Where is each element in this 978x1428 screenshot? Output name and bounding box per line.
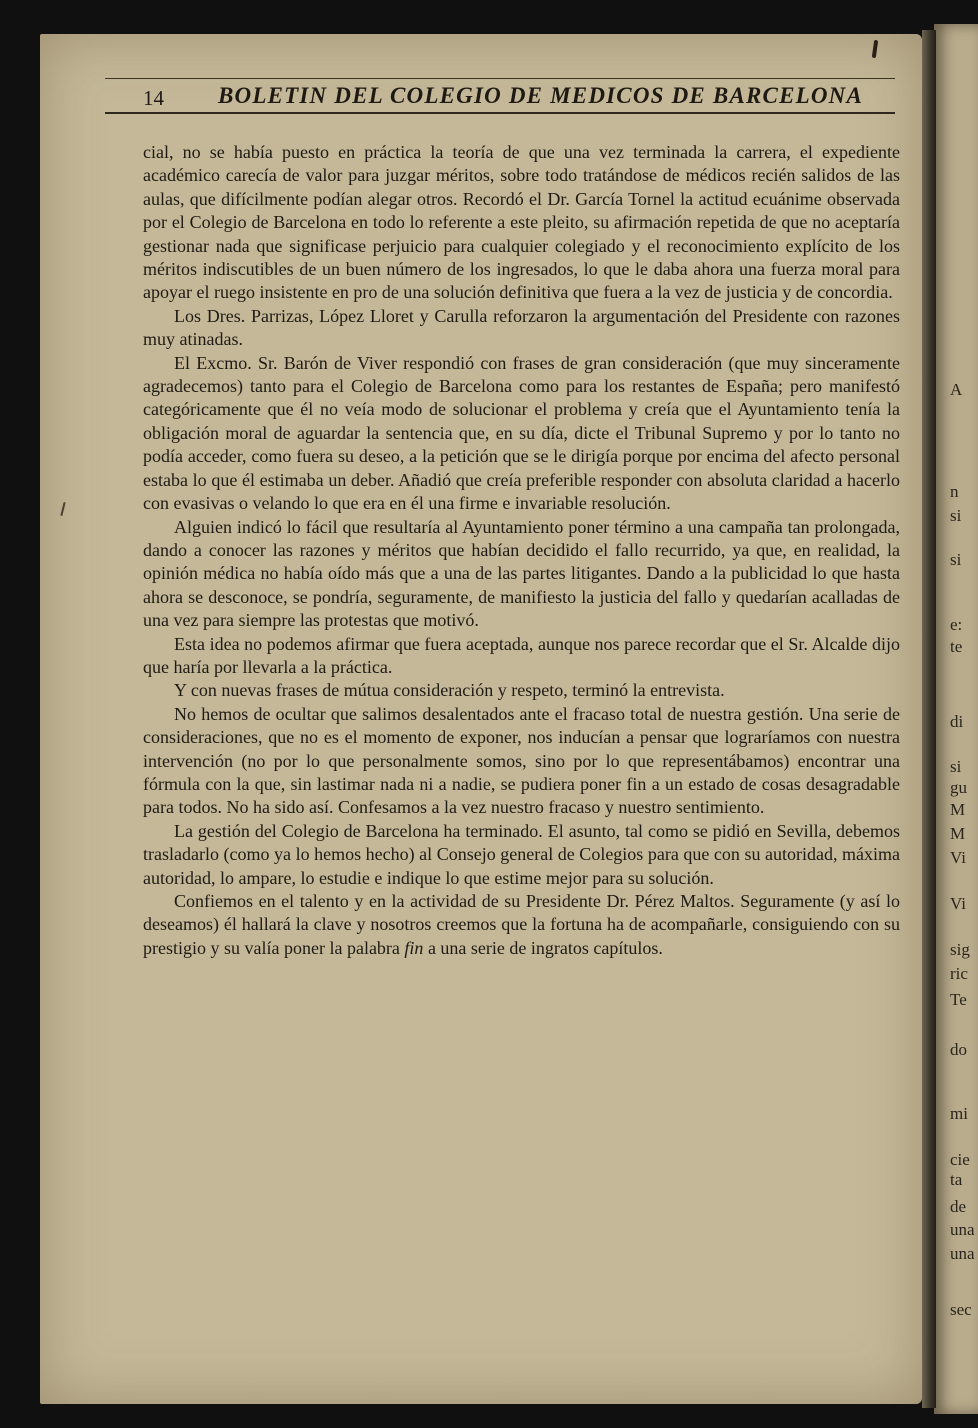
paragraph-text: Esta idea no podemos afirmar que fuera aceptada, aunque nos parece recordar que el Sr. Alcalde dijo que haría por llevarla a la práctica. — [143, 633, 900, 677]
paragraph-text: a una serie de ingratos capítulos. — [427, 937, 663, 958]
emphasized-word: fin — [404, 937, 424, 958]
paragraph-text: El Excmo. Sr. Barón de Viver respondió con frases de gran consideración (que muy sinceramente agradecemos) tanto para el Colegio de Barcelona como para los restantes de España; pero manifestó categóricamente que él no veía modo de solucionar el problema y creía que el Ayuntamiento tenía la obligación moral de aguardar la sentencia que, en su día, dicte el Tribunal Supremo y por lo tanto no podía acceder, como fuera su deseo, a la petición que se le dirigía porque por encima del afecto personal estaba lo que él estimaba un deber. Añadió que creía preferible responder con absoluta claridad a hacerlo con evasivas o velando lo que era en él una firme e invariable resolución. — [143, 352, 900, 514]
facing-page-fragment: ric — [950, 964, 968, 983]
paragraph-text: La gestión del Colegio de Barcelona ha terminado. El asunto, tal como se pidió en Sevilla, debemos trasladarlo (como ya lo hemos hecho) al Consejo general de Colegios para que con su autoridad, máxima autoridad, lo ampare, lo estudie e indique lo que estime mejor para su solución. — [143, 820, 900, 888]
facing-page — [934, 24, 978, 1414]
facing-page-fragment: si — [950, 757, 962, 776]
facing-page-fragment: si — [950, 506, 962, 525]
paragraph — [143, 703, 900, 820]
facing-page-fragment: de — [950, 1197, 967, 1216]
facing-page-fragment: te — [950, 637, 963, 656]
facing-page-fragment: si — [950, 550, 962, 569]
paragraph — [143, 820, 900, 890]
page-number: 14 — [143, 86, 164, 110]
facing-page-fragment: Vi — [950, 894, 966, 913]
paragraph-text: Y con nuevas frases de mútua consideración y respeto, terminó la entrevista. — [174, 680, 725, 701]
page-gutter — [922, 30, 936, 1408]
facing-page-fragment: di — [950, 712, 964, 731]
header-rule-bottom — [105, 112, 895, 114]
facing-page-fragment: M — [950, 800, 966, 819]
paragraph-text: cial, no se había puesto en práctica la teoría de que una vez terminada la carrera, el expediente académico carecía de valor para juzgar méritos, sobre todo tratándose de médicos recién salidos de las aulas, que difícilmente podían alegar otros. Recordó el Dr. García Tornel la actitud ecuánime observada por el Colegio de Barcelona en todo lo referente a este pleito, su afirmación repetida de que no aceptaría gestionar nada que significase perjuicio para cualquier colegiado y el reconocimiento explícito de los méritos indiscutibles de un buen número de los ingresados, lo que le daba ahora una fuerza moral para apoyar el ruego insistente en pro de una solución definitiva que fuera a la vez de justicia y de concordia. — [143, 142, 900, 303]
facing-page-fragment: sig — [950, 940, 970, 959]
paragraph-text: No hemos de ocultar que salimos desalentados ante el fracaso total de nuestra gestión. Una serie de consideraciones, que no es el momento de exponer, nos inducían a pensar que lograríamos con nuestra intervención (no por lo que personalmente somos, sino por lo que representábamos) encontrar una fórmula con la que, sin lastimar nada ni a nadie, se pudiera poner fin a un estado de cosas desagradable para todos. No ha sido así. Confesamos a la vez nuestro fracaso y nuestro sentimiento. — [143, 703, 900, 818]
paragraph — [143, 352, 900, 516]
paragraph — [143, 633, 900, 680]
facing-page-fragment: M — [950, 824, 966, 843]
facing-page-fragment: sec — [950, 1300, 972, 1319]
facing-page-fragment: mi — [950, 1104, 968, 1123]
paragraph-text: Confiemos en el talento y en la actividad de su Presidente Dr. Pérez Maltos. Seguramente (y así lo deseamos) él hallará la clave y nosotros creemos que la fortuna ha de acompañarle, consiguiendo con su prestigio y su valía poner la palabra — [143, 891, 900, 958]
paragraph-text: Los Dres. Parrizas, López Lloret y Carulla reforzaron la argumentación del Presidente con razones muy atinadas. — [143, 305, 900, 350]
facing-page-fragment: Vi — [950, 848, 966, 867]
facing-page-fragment: una — [950, 1244, 975, 1263]
facing-page-fragment: e: — [950, 615, 963, 634]
article-body — [143, 141, 900, 960]
facing-page-fragment: n — [950, 482, 959, 501]
facing-page-fragment: A — [950, 380, 963, 399]
facing-page-fragment: una — [950, 1220, 975, 1239]
facing-page-fragment: cie — [950, 1150, 970, 1169]
paragraph — [143, 679, 900, 702]
facing-page-fragment: do — [950, 1040, 967, 1059]
paragraph — [143, 141, 900, 305]
facing-page-fragment: ta — [950, 1170, 963, 1189]
paragraph — [143, 516, 900, 633]
facing-page-fragment: gu — [950, 778, 967, 797]
running-title: BOLETIN DEL COLEGIO DE MEDICOS DE BARCELONA — [218, 83, 864, 108]
paragraph — [143, 890, 900, 960]
header-rule-top — [105, 78, 895, 79]
facing-page-fragment: Te — [950, 990, 967, 1009]
paragraph-text: Alguien indicó lo fácil que resultaría al Ayuntamiento poner término a una campaña tan prolongada, dando a conocer las razones y méritos que habían decidido el fallo recurrido, ya que, en realidad, la opinión médica no había oído más que a una de las partes litigantes. Dando a la publicidad lo que hasta ahora se desconoce, se pondría, seguramente, de manifiesto la justicia del fallo y quedarían acalladas de una vez para siempre las protestas que motivó. — [143, 516, 900, 631]
paragraph — [143, 305, 900, 352]
